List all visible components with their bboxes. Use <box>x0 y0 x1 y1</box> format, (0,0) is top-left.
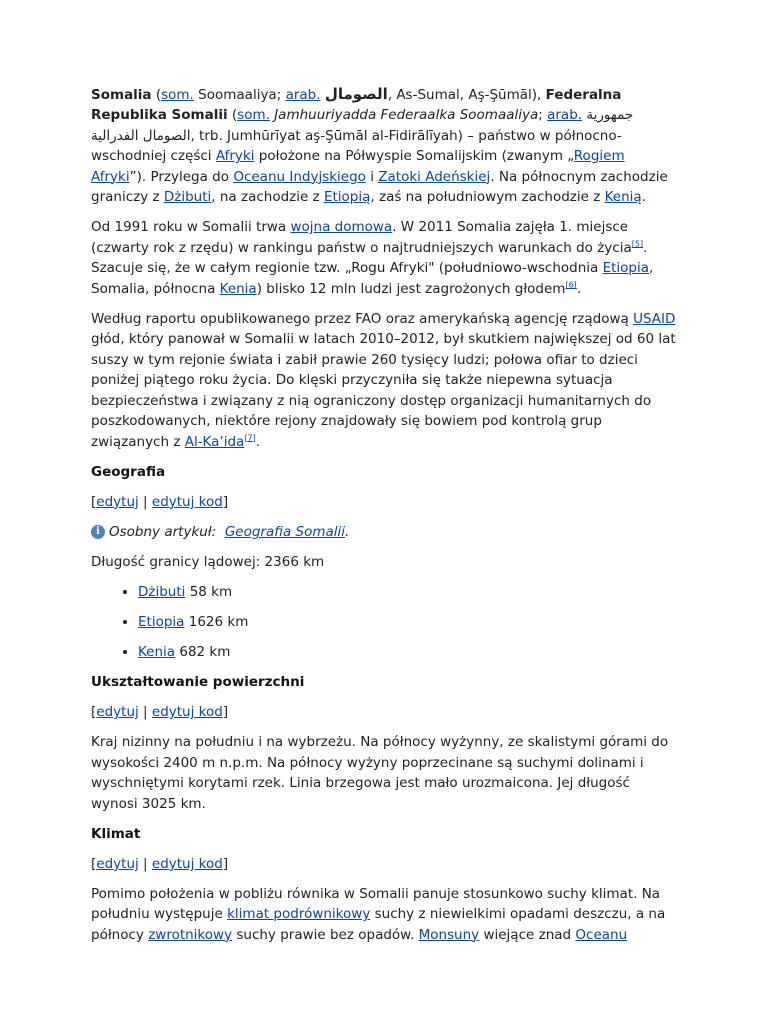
link-dzibuti[interactable]: Dżibuti <box>163 189 212 206</box>
list-item <box>138 582 679 602</box>
para2-text-4: , Somalia, północna <box>91 260 654 297</box>
link-geografia-somalii[interactable]: Geografia Somalii <box>224 523 346 540</box>
climate-text-2: suchy z niewielkimi opadami deszczu, a na północy <box>91 906 666 943</box>
link-border-dzibuti[interactable]: Dżibuti <box>138 584 186 601</box>
list-item <box>138 642 679 662</box>
edit-separator: | <box>138 855 152 872</box>
transliteration: , As-Sumal, Aş-Şūmāl), <box>387 87 546 103</box>
edit-links-uksztaltowanie <box>91 702 679 722</box>
para2-text-5: ) blisko 12 mln ludzi jest zagrożonych głodem <box>256 280 566 297</box>
intro-text-7: , zaś na południowym zachodzie z <box>370 189 605 206</box>
reference-7[interactable]: [7] <box>244 433 256 442</box>
border-list <box>91 582 679 662</box>
arabic-name: الصومال <box>324 85 388 103</box>
bracket-open: [ <box>91 855 97 872</box>
bracket-close: ] <box>222 704 229 721</box>
section-heading-uksztaltowanie: Ukształtowanie powierzchni <box>91 674 305 691</box>
edit-code-button[interactable]: edytuj kod <box>151 493 223 510</box>
link-afryki[interactable]: Afryki <box>215 148 255 165</box>
link-border-etiopia[interactable]: Etiopia <box>138 614 185 631</box>
link-ocean-indyjski[interactable]: Oceanu Indyjskiego <box>233 168 366 185</box>
intro-text-3: ”). Przylega do <box>129 168 234 185</box>
link-al-kaida[interactable]: Al-Ka’ida <box>184 433 245 450</box>
para2-text-6: . <box>576 280 582 297</box>
link-arab-2[interactable]: arab. <box>547 107 583 124</box>
intro-text-2: położone na Półwyspie Somalijskim (zwanym „ <box>254 148 574 165</box>
section-heading-klimat: Klimat <box>91 825 141 842</box>
link-kenia[interactable]: Kenią <box>604 189 642 206</box>
edit-separator: | <box>138 704 152 721</box>
famine-paragraph <box>91 309 679 452</box>
bracket-open: [ <box>91 493 97 510</box>
link-etiopia-2[interactable]: Etiopia <box>602 260 650 277</box>
intro-text-8: . <box>641 189 646 206</box>
article-content <box>91 84 679 955</box>
bracket-close: ] <box>222 855 229 872</box>
link-wojna-domowa[interactable]: wojna domowa <box>290 219 393 236</box>
official-somali-name: Jamhuuriyadda Federaalka Soomaaliya <box>274 107 539 124</box>
link-som[interactable]: som. <box>161 87 194 103</box>
link-kenia-2[interactable]: Kenia <box>219 280 257 297</box>
border-length-text: Długość granicy lądowej: 2366 km <box>91 553 325 570</box>
civil-war-paragraph <box>91 217 679 299</box>
para2-text-1: Od 1991 roku w Somalii trwa <box>91 219 291 236</box>
edit-code-button[interactable]: edytuj kod <box>151 855 223 872</box>
official-name: Federalna Republika Somalii <box>91 87 622 124</box>
link-zatoka-adenska[interactable]: Zatoki Adeńskiej <box>378 168 491 185</box>
intro-paragraph: Somalia (som. Soomaaliya; arab. الصومال, As-Sumal, Aş-Şūmāl), Federalna Republika Somalii (som. Jamhuuriyadda Federaalka Soomaaliya; arab. جمهورية الصومال الفدرالية, trb. Jumhūrīyat aş-Şūmāl al-Fidirālīyah) – państwo w północno-wschodniej części Afryki położone na Półwyspie Somalijskim (zwanym „Rogiem Afryki”). Przylega do Oceanu Indyjskiego i Zatoki Adeńskiej. Na północnym zachodzie graniczy z Dżibuti, na zachodzie z Etiopią, zaś na południowym zachodzie z Kenią. <box>91 85 668 206</box>
terrain-paragraph: Kraj nizinny na południu i na wybrzeżu. Na północy wyżynny, ze skalistymi górami do wysokości 2400 m n.p.m. Na północy wyżyny poprzecinane są suchymi dolinami i wyschniętymi korytami rzek. Linia brzegowa jest mało urozmaicona. Jej długość wynosi 3025 km. <box>91 734 669 812</box>
link-arab[interactable]: arab. <box>285 87 321 103</box>
edit-button[interactable]: edytuj <box>96 704 139 721</box>
link-etiopia[interactable]: Etiopią <box>323 189 371 206</box>
hatnote <box>91 522 679 542</box>
para3-text-2: głód, który panował w Somalii w latach 2010–2012, był skutkiem największej od 60 lat suszy w tym rejonie świata i zabił prawie 260 tysięcy ludzi; połowa ofiar to dzieci poniżej piątego roku życia. Do klęski przyczyniła się także niepewna sytuacja bezpieczeństwa i związany z nią ograniczony dostęp organizacji humanitarnych do poszkodowanych, niektóre rejony znajdowały się bowiem pod kontrolą grup związanych z <box>91 331 676 450</box>
somali-name: Soomaaliya <box>198 87 277 103</box>
article-title: Somalia <box>91 87 152 103</box>
edit-links-geografia <box>91 492 679 512</box>
border-length: 1626 km <box>188 614 249 631</box>
info-icon: i <box>91 525 105 539</box>
edit-code-button[interactable]: edytuj kod <box>151 704 223 721</box>
intro-text-1: , trb. Jumhūrīyat aş-Şūmāl al-Fidirālīyah) – państwo w północno-wschodniej części <box>91 127 622 165</box>
link-zwrotnikowy[interactable]: zwrotnikowy <box>148 926 233 943</box>
climate-text-3: suchy prawie bez opadów. <box>232 926 419 943</box>
intro-text-4: i <box>365 168 379 185</box>
section-heading-geografia: Geografia <box>91 463 166 480</box>
reference-5[interactable]: [5] <box>631 239 644 249</box>
link-rog-afryki[interactable]: Rogiem Afryki <box>91 148 625 185</box>
para2-text-2: . W 2011 Somalia zajęła 1. miejsce (czwarty rok z rzędu) w rankingu państw o najtrudniejszych warunkach do życia <box>91 219 632 256</box>
hatnote-suffix: . <box>345 523 350 540</box>
bracket-close: ] <box>222 493 229 510</box>
link-monsuny[interactable]: Monsuny <box>418 926 480 943</box>
climate-paragraph <box>91 884 679 945</box>
link-border-kenia[interactable]: Kenia <box>138 644 176 661</box>
intro-text-5: . Na północnym zachodzie graniczy z <box>91 168 668 206</box>
link-oceanu[interactable]: Oceanu <box>575 926 628 943</box>
para3-text-3: . <box>255 433 260 450</box>
reference-6[interactable]: [6] <box>565 280 577 290</box>
bracket-open: [ <box>91 704 97 721</box>
para3-text-1: Według raportu opublikowanego przez FAO oraz amerykańską agencję rządową <box>91 311 634 328</box>
link-som-2[interactable]: som. <box>237 107 270 124</box>
list-item <box>138 612 679 632</box>
link-klimat-podrownikowy[interactable]: klimat podrównikowy <box>227 906 371 923</box>
link-usaid[interactable]: USAID <box>633 311 676 328</box>
edit-button[interactable]: edytuj <box>96 855 139 872</box>
climate-text-4: wiejące znad <box>479 926 576 943</box>
border-length: 682 km <box>179 644 231 661</box>
border-length: 58 km <box>189 584 233 601</box>
edit-separator: | <box>138 493 152 510</box>
edit-button[interactable]: edytuj <box>96 493 139 510</box>
official-arabic-name: جمهورية الصومال الفدرالية <box>91 107 634 144</box>
climate-text-1: Pomimo położenia w pobliżu równika w Somalii panuje stosunkowo suchy klimat. Na południu występuje <box>91 885 661 923</box>
hatnote-prefix: Osobny artykuł: <box>109 523 217 540</box>
intro-text-6: , na zachodzie z <box>211 189 324 206</box>
edit-links-klimat <box>91 854 679 874</box>
para2-text-3: . Szacuje się, że w całym regionie tzw. „Rogu Afryki" (południowo-wschodnia <box>91 239 648 277</box>
